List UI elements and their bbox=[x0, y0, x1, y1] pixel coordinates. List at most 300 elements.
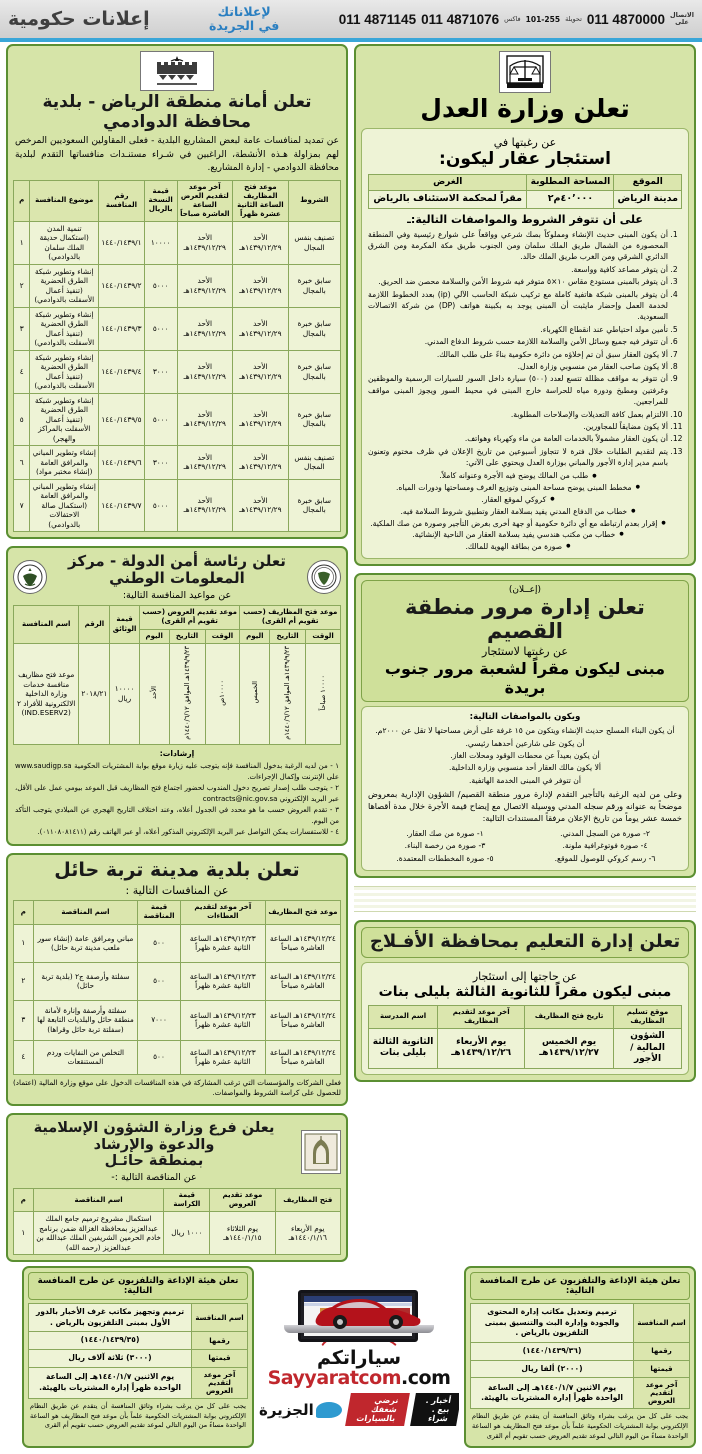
th-tender-value: قيمة المناقصة bbox=[138, 901, 181, 924]
cell-tender-number: ١٤٤٠/١٤٣٩/٤ bbox=[99, 350, 145, 393]
list-item: ● كروكي لموقع العقار. bbox=[368, 494, 668, 506]
cell-tender-subject: تنمية المدن (استكمال حديقة الملك سلمان بالدوادمي) bbox=[30, 221, 99, 264]
th-tender-number: رقمها bbox=[634, 1343, 690, 1361]
th-number: الرقم bbox=[79, 606, 110, 643]
banner-logo-latin bbox=[268, 1367, 451, 1389]
cell-tender-subject: إنشاء وتطوير شبكة الطرق الحضرية (تنفيذ أعمال الأسفلت بالدوادمي) bbox=[30, 307, 99, 350]
cell-bid-deadline: ١٤٣٩/١٢/٢٣هـ الساعة الثانية عشرة ظهراً bbox=[180, 924, 265, 962]
cell-tender-name: سفلتة وأرصفة وإنارة لأمانة منطقة حائل والبلديات التابعة لها (سفلتة تربة حائل وقراها) bbox=[33, 1000, 138, 1040]
aflaj-sub-1: عن حاجتها إلى استئجار bbox=[472, 970, 578, 984]
cell-tender-subject: إنشاء وتطوير شبكة الطرق الحضرية (تنفيذ أعمال الأسفلت بالمراكز والهجر) bbox=[30, 393, 99, 445]
column-right bbox=[354, 44, 696, 1262]
cell-tender-number: (١٤٤٠/١٤٣٩/٣٥) bbox=[29, 1332, 192, 1350]
cell-index: ٤ bbox=[14, 350, 30, 393]
cell-copy-value: ٥٠٠٠ bbox=[144, 393, 177, 445]
table-row bbox=[14, 924, 341, 962]
th-offer-submission: موعد تقديم العروض bbox=[210, 1189, 275, 1212]
cell-envelope-opening: ١٤٣٩/١٢/٢٤هـ الساعة العاشرة صباحاً bbox=[265, 924, 340, 962]
table-row bbox=[471, 1378, 690, 1409]
list-item: أن يكون بعيداً عن محطات الوقود ومحلات الغاز. bbox=[450, 751, 600, 761]
th-documents-value: قيمة الوثائق bbox=[110, 606, 139, 643]
cell-booklet-value: ١٠٠٠ ريال bbox=[164, 1212, 210, 1255]
cell-tender-subject: إنشاء وتطوير شبكة الطرق الحضرية (تنفيذ أعمال الأسفلت بالدوادمي) bbox=[30, 350, 99, 393]
justice-body bbox=[361, 128, 689, 559]
cell-tender-number: (١٤٤٠/١٤٣٩/٣٦) bbox=[471, 1343, 634, 1361]
cell-offer-deadline: الأحد ١٤٣٩/١٢/٢٩هـ bbox=[177, 393, 233, 445]
cell-delivery-location: الشؤون المالية / الأجور bbox=[614, 1028, 682, 1068]
page-title-justice: تعلن وزارة العدل bbox=[420, 94, 630, 123]
tv-left-table bbox=[470, 1303, 690, 1409]
list-item: ● صورة من بطاقة الهوية للمالك. bbox=[368, 541, 668, 553]
th-tender-name: اسم المنافسة bbox=[14, 606, 79, 643]
list-item: 1. أن يكون المبنى حديث الإنشاء ومملوكاً بصك شرعي وواقعاً على شوارع رئيسية وفي المنطقة المحصورة من الشمال طريق الملك سلمان ومن الجنوب طريق مكة المكرمة ومن الشرق الدائري الشرقي ومن الغرب طريق الملك خالد. bbox=[368, 229, 668, 263]
cell-location: مدينة الرياض bbox=[614, 191, 682, 208]
list-item: ٢- صورة من السجل المدني. bbox=[560, 828, 650, 838]
list-item: ألا يكون مالك العقار أحد منسوبي وزارة الداخلية. bbox=[448, 763, 602, 773]
list-item: ١- صورة من صك العقار. bbox=[406, 828, 484, 838]
state-security-header bbox=[13, 553, 341, 601]
note-item: ٣ - تقدم العروض حسب ما هو محدد في الجدول أعلاه، وعند اختلاف التاريخ الهجري عن الميلادي يتوجب التأكد من اليوم. bbox=[15, 806, 339, 825]
phone-number-2: 011 4871076 bbox=[421, 11, 500, 27]
cell-number: ٢٠١٨/٢١ bbox=[79, 643, 110, 744]
cell-open-day: الخميس bbox=[240, 643, 270, 744]
cell-conditions: سابق خبرة بالمجال bbox=[288, 350, 340, 393]
table-header-row bbox=[14, 180, 341, 221]
cell-offer-deadline: الأحد ١٤٣٩/١٢/٢٩هـ bbox=[177, 446, 233, 479]
cell-tender-name: ترميم وتجهيز مكاتب غرف الأخبار بالدور الأول بمبنى التلفزيون بالرياض . bbox=[29, 1304, 192, 1332]
th-open-day: اليوم bbox=[240, 629, 270, 643]
table-row bbox=[369, 191, 682, 208]
ad-aflaj-education-department bbox=[354, 920, 696, 1081]
notes-title: إرشادات: bbox=[159, 748, 195, 758]
th-index: م bbox=[14, 901, 34, 924]
cell-tender-subject: إنشاء وتطوير شبكة الطرق الحضرية (تنفيذ أعمال الأسفلت بالدوادمي) bbox=[30, 264, 99, 307]
table-row bbox=[14, 393, 341, 445]
list-item: أن يكون البناء المسلح حديث الإنشاء ويتكون من ١٥ غرفة على أرض مساحتها لا تقل عن ٢٠٠٠م. bbox=[375, 726, 675, 736]
cell-index: ١ bbox=[14, 221, 30, 264]
cell-submission-deadline: يوم الأربعاء ١٤٣٩/١٢/٢٦هـ bbox=[438, 1028, 525, 1068]
cell-offer-deadline: الأحد ١٤٣٩/١٢/٢٩هـ bbox=[177, 264, 233, 307]
phone-number-3: 011 4871145 bbox=[338, 11, 417, 27]
ad-turbat-hail-municipality bbox=[6, 853, 348, 1106]
cell-index: ١ bbox=[14, 924, 34, 962]
table-row bbox=[14, 221, 341, 264]
fax-label: فاكس bbox=[504, 14, 521, 23]
state-security-notes bbox=[13, 745, 341, 838]
table-row bbox=[471, 1360, 690, 1378]
cell-index: ٣ bbox=[14, 1000, 34, 1040]
state-security-tender-table bbox=[13, 605, 341, 744]
cell-index: ٢ bbox=[14, 264, 30, 307]
cell-envelope-opening: يوم الأربعاء ١٤٤٠/١/١٦هـ bbox=[275, 1212, 340, 1255]
contact-phones bbox=[339, 12, 694, 27]
table-header-row bbox=[14, 901, 341, 924]
cell-conditions: تصنيف بنفس المجال bbox=[288, 446, 340, 479]
table-row bbox=[29, 1350, 248, 1368]
cell-index: ١ bbox=[14, 1212, 34, 1255]
cell-opening-date: يوم الخميس ١٤٣٩/١٢/٢٧هـ bbox=[525, 1028, 614, 1068]
cell-copy-value: ١٠٠٠٠ bbox=[144, 221, 177, 264]
list-item: أن تتوفر في المبنى الخدمة الهاتفية. bbox=[468, 775, 581, 785]
cell-envelope-opening: الأحد ١٤٣٩/١٢/٢٩هـ bbox=[233, 446, 289, 479]
publisher-name: الجزيرة bbox=[259, 1400, 314, 1419]
th-offer-deadline: آخر موعد لتقديم العرض الساعة العاشرة صباحاً bbox=[177, 180, 233, 221]
qassim-specs-list bbox=[368, 725, 682, 786]
cell-index: ٣ bbox=[14, 307, 30, 350]
cell-bid-deadline: ١٤٣٩/١٢/٢٣هـ الساعة الثانية عشرة ظهراً bbox=[180, 1000, 265, 1040]
list-item: 9. أن تتوفر به مواقف مظللة تتسع لعدد (٥٠٠) سيارة داخل السور للسيارات الرسمية والموظفين وغرفتين ومطبخ ودورة مياه للحراسة خارج المبنى في محيط السور ويجوز المبنى مواقف للمراجعين. bbox=[368, 373, 668, 407]
tv-left-footer: يجب على كل من يرغب بشراء وثائق المنافسة أن يتقدم عن طريق النظام الإلكتروني بوابة المشتريات الحكومية علماً بأن موعد فتح المظاريف هو الساعة الواحدة مساءً من اليوم التالي لموعد تقديم العروض حسب تقويم أم القرى bbox=[472, 1412, 688, 1441]
cell-envelope-opening: الأحد ١٤٣٩/١٢/٢٩هـ bbox=[233, 350, 289, 393]
th-submit-date: التاريخ bbox=[169, 629, 205, 643]
table-row bbox=[14, 962, 341, 1000]
list-item: ٥- صورة المخططات المعتمدة. bbox=[396, 853, 494, 863]
ad-islamic-affairs-hail bbox=[6, 1113, 348, 1262]
extension-value: 101-255 bbox=[525, 14, 561, 24]
th-conditions: الشروط bbox=[288, 180, 340, 221]
list-item: ● مخطط المبنى يوضح مساحة المبنى وتوزيع الغرف ومساحتها ودورات المياه. bbox=[368, 482, 668, 494]
ad-dawadmi-municipality bbox=[6, 44, 348, 539]
list-item: 3. أن يتوفر بالمبنى مستودع مقاس ١٠×٥ متوفر فيه شروط الأمن والسلامة محصن ضد الحريق. bbox=[368, 276, 668, 287]
qassim-body-text: وعلى من لديه الرغبة بالتأجير التقدم لإدارة مرور منطقة القصيم/ الشؤون الإدارية بمعروض موضحاً به عنوانه ورقم سجله المدني ووسيلة الاتصال مع إيضاح قيمة الأجرة خلال مدة أقصاها خمسة عشر يوماً من تاريخ الإعلان مرفقاً المستندات التالية: bbox=[368, 789, 682, 823]
cell-conditions: سابق خبرة بالمجال bbox=[288, 393, 340, 445]
table-header-row bbox=[14, 1189, 341, 1212]
th-envelope-opening: فتح المظاريف bbox=[275, 1189, 340, 1212]
islamic-affairs-sub: عن المناقصة التالية :- bbox=[111, 1172, 197, 1184]
cell-tender-number: ١٤٤٠/١٤٣٩/٣ bbox=[99, 307, 145, 350]
cell-conditions: سابق خبرة بالمجال bbox=[288, 307, 340, 350]
cell-tender-number: ١٤٤٠/١٤٣٩/٥ bbox=[99, 393, 145, 445]
contact-label bbox=[670, 12, 694, 26]
contact-label-top: الاتصال bbox=[670, 11, 694, 20]
th-submit-day: اليوم bbox=[139, 629, 169, 643]
state-security-sub: عن مواعيد المنافسة التالية: bbox=[122, 589, 232, 601]
list-item: ● طلب من المالك يوضح فيه الأجرة وعنوانه كاملاً. bbox=[368, 470, 668, 482]
list-item: 12. أن يكون العقار مشمولاً بالخدمات العامة من ماء وكهرباء وهواتف. bbox=[368, 433, 668, 444]
table-row bbox=[14, 643, 341, 744]
list-item: ● إقرار بعدم ارتباطه مع أي دائرة حكومية أو جهة أخرى بغرض التأجير وصورة من صك الملكية. bbox=[368, 518, 668, 530]
justice-conditions-title: على أن تتوفر الشروط والمواصفات التالية:ـ bbox=[407, 212, 643, 226]
table-header-row bbox=[14, 606, 341, 629]
ad-ministry-of-justice bbox=[354, 44, 696, 566]
cell-school-name: الثانوية الثالثة بليلى بنات bbox=[369, 1028, 438, 1068]
table-row bbox=[14, 1040, 341, 1074]
ad-state-security-presidency bbox=[6, 546, 348, 846]
th-bid-deadline: آخر موعد لتقديم العطاءات bbox=[180, 901, 265, 924]
table-row bbox=[29, 1332, 248, 1350]
th-area: المساحة المطلوبة bbox=[527, 174, 614, 191]
cell-copy-value: ٣٠٠٠ bbox=[144, 446, 177, 479]
list-item: ٦- رسم كروكي للوصول للموقع. bbox=[554, 853, 656, 863]
qassim-specs-title: ويكون بالمواصفات التالية: bbox=[469, 712, 581, 723]
table-row bbox=[14, 446, 341, 479]
extension-label: تحويلة bbox=[565, 14, 582, 23]
qassim-sub-1: عن رغبتها لاستئجار bbox=[482, 645, 568, 659]
cell-area: ٤٠٬٠٠٠م٢ bbox=[527, 191, 614, 208]
bottom-strip bbox=[0, 1266, 702, 1454]
cell-offer-deadline: الأحد ١٤٣٩/١٢/٢٩هـ bbox=[177, 350, 233, 393]
cell-offer-submission: يوم الثلاثاء ١٤٤٠/١/١٥هـ bbox=[210, 1212, 275, 1255]
table-row bbox=[29, 1367, 248, 1398]
banner-logo-arabic: سياراتكم bbox=[316, 1347, 402, 1370]
banner-tagline-black: أخبار . بيع . شراء bbox=[410, 1393, 459, 1426]
banner-content bbox=[259, 1288, 459, 1426]
note-item: ٤ - للاستفسارات يمكن التواصل عبر البريد الإلكتروني المذكور أعلاه، أو عبر الهاتف رقم (٠١١٠٨٠٨١٤١١). bbox=[37, 828, 339, 837]
list-item: 8. ألا يكون صاحب العقار من منسوبي وزارة العدل. bbox=[368, 361, 668, 372]
cell-tender-name: سفلتة وأرصفة ج٢ (بلدية تربة حائل) bbox=[33, 962, 138, 1000]
ministry-of-justice-emblem bbox=[499, 51, 551, 93]
th-school-name: اسم المدرسة bbox=[369, 1005, 438, 1028]
justice-requirements-table bbox=[368, 174, 682, 209]
list-item: 11. ألا يكون مضايقاً للمجاورين. bbox=[368, 421, 668, 432]
cell-index: ٤ bbox=[14, 1040, 34, 1074]
cell-offer-deadline: الأحد ١٤٣٩/١٢/٢٩هـ bbox=[177, 307, 233, 350]
cell-purpose: مقراً لمحكمة الاستئناف بالرياض bbox=[369, 191, 527, 208]
banner-logo-name: Sayyaratcom bbox=[267, 1367, 402, 1390]
th-tender-value: قيمتها bbox=[634, 1360, 690, 1378]
islamic-affairs-header bbox=[13, 1120, 341, 1184]
table-row bbox=[14, 350, 341, 393]
turbat-hail-footer: فعلى الشركات والمؤسسات التي ترغب المشاركة في هذه المنافسات الدخول على موقع وزارة المالية (اعتماد) للحصول على كراسة الشروط والمواصفات. bbox=[13, 1077, 341, 1098]
publisher-logo bbox=[259, 1401, 342, 1419]
cell-index: ٢ bbox=[14, 962, 34, 1000]
qassim-kicker: (إعــلان) bbox=[508, 584, 542, 595]
cell-envelope-opening: ١٤٣٩/١٢/٢٤هـ الساعة العاشرة صباحاً bbox=[265, 1000, 340, 1040]
qassim-body bbox=[361, 706, 689, 871]
table-row bbox=[471, 1343, 690, 1361]
aflaj-title-box bbox=[361, 927, 689, 958]
list-item: ٣- صورة من رخصة البناء. bbox=[404, 841, 486, 851]
content-columns bbox=[0, 38, 702, 1266]
th-location: الموقع bbox=[614, 174, 682, 191]
cell-tender-value: (٢٠٠٠) ألفا ريال bbox=[471, 1360, 634, 1378]
cell-tender-value: ٥٠٠ bbox=[138, 924, 181, 962]
list-item: 7. ألا يكون العقار سبق أن تم إخلاؤه من دائرة حكومية بناءً على طلب المالك. bbox=[368, 349, 668, 360]
cell-tender-number: ١٤٤٠/١٤٣٩/٢ bbox=[99, 264, 145, 307]
list-item: 10. الالتزام بعمل كافة التعديلات والإصلاحات المطلوبة. bbox=[368, 409, 668, 420]
justice-conditions-list bbox=[368, 229, 682, 469]
page-title-dawadmi: تعلن أمانة منطقة الرياض - بلدية محافظة الدوادمي bbox=[42, 92, 312, 132]
th-purpose: الغرض bbox=[369, 174, 527, 191]
cell-index: ٦ bbox=[14, 446, 30, 479]
dawadmi-municipality-emblem bbox=[140, 51, 214, 91]
th-envelope-opening: موعد فتح المظاريف bbox=[265, 901, 340, 924]
banner-taglines bbox=[259, 1393, 459, 1426]
th-submission-deadline: آخر موعد لتقديم المظاريف bbox=[438, 1005, 525, 1028]
table-row bbox=[14, 307, 341, 350]
th-tender-name: اسم المنافسة bbox=[192, 1304, 248, 1332]
cell-copy-value: ٥٠٠٠ bbox=[144, 479, 177, 531]
cell-tender-value: (٣٠٠٠) ثلاثة آلاف ريال bbox=[29, 1350, 192, 1368]
cell-conditions: تصنيف بنفس المجال bbox=[288, 221, 340, 264]
table-row bbox=[369, 1028, 682, 1068]
aflaj-body bbox=[361, 962, 689, 1075]
cell-bid-deadline: ١٤٣٩/١٢/٢٣هـ الساعة الثانية عشرة ظهراً bbox=[180, 1040, 265, 1074]
advertise-line-2: في الجريدة bbox=[209, 18, 280, 33]
th-copy-value: قيمة النسخة بالريال bbox=[144, 180, 177, 221]
cell-open-time: ١٠٠٠٠ صباحاً bbox=[306, 643, 341, 744]
cell-open-date: ١٤٣٩/٩/٢٣هـ الموافق ١٤٤٠/٦/١٢م bbox=[270, 643, 306, 744]
cell-offer-deadline: الأحد ١٤٣٩/١٢/٢٩هـ bbox=[177, 479, 233, 531]
cell-offer-deadline: يوم الاثنين ١٤٤٠/١/٧هـ إلى الساعة الواحدة ظهراً إدارة المشتريات بالهيئة. bbox=[29, 1367, 192, 1398]
note-item: ٢ - يتوجب طلب إصدار تصريح دخول المندوب لحضور اجتماع فتح المظاريف قبل الموعد بيومي عمل على الأقل، عبر البريد الإلكتروني contracts@nic.gov.sa bbox=[15, 784, 339, 803]
table-row bbox=[14, 1000, 341, 1040]
page-title-aflaj: تعلن إدارة التعليم بمحافظة الأفـلاج bbox=[369, 931, 681, 953]
turbat-hail-sub: عن المنافسات التالية : bbox=[125, 883, 229, 897]
cell-tender-value: ٥٠٠ bbox=[138, 1040, 181, 1074]
turbat-hail-tender-table bbox=[13, 900, 341, 1074]
page-title-islamic-affairs-line1: يعلن فرع وزارة الشؤون الإسلامية والدعوة والإرشاد bbox=[33, 1120, 275, 1153]
th-tender-number: رقمها bbox=[192, 1332, 248, 1350]
th-booklet-value: قيمة الكراسة bbox=[164, 1189, 210, 1212]
cell-tender-number: ١٤٤٠/١٤٣٩/٦ bbox=[99, 446, 145, 479]
tv-right-footer: يجب على كل من يرغب بشراء وثائق المنافسة أن يتقدم عن طريق النظام الإلكتروني بوابة المشتريات الحكومية علماً بأن موعد فتح المظاريف هو الساعة الواحدة مساءً من اليوم التالي لموعد تقديم العروض حسب تقويم أم القرى bbox=[30, 1401, 246, 1430]
th-index: م bbox=[14, 180, 30, 221]
justice-documents-list bbox=[368, 470, 682, 552]
th-open-date: التاريخ bbox=[270, 629, 306, 643]
phone-number-main: 011 4870000 bbox=[586, 11, 665, 27]
cell-index: ٧ bbox=[14, 479, 30, 531]
cell-offer-deadline: الأحد ١٤٣٩/١٢/٢٩هـ bbox=[177, 221, 233, 264]
th-tender-name: اسم المناقصة bbox=[33, 1189, 164, 1212]
list-item: ● خطاب من الدفاع المدني يفيد بسلامة العقار وتطبيق شروط السلامة فيه. bbox=[368, 506, 668, 518]
ad-radio-tv-left bbox=[464, 1266, 696, 1448]
ad-radio-tv-right bbox=[22, 1266, 254, 1448]
list-item: أن يكون على شارعين أحدهما رئيسي. bbox=[465, 738, 585, 748]
laptop-illustration bbox=[284, 1290, 434, 1333]
th-delivery-location: موقع تسليم المظاريف bbox=[614, 1005, 682, 1028]
red-car-illustration bbox=[312, 1293, 424, 1329]
qassim-docs-right bbox=[368, 828, 522, 866]
cell-tender-name: ترميم وتعديل مكاتب إدارة المحتوى والجودة وإدارة البث والتنسيق بمبنى التلفزيون بالرياض . bbox=[471, 1304, 634, 1343]
list-item: 5. تأمين مولد احتياطي عند انقطاع الكهرباء. bbox=[368, 324, 668, 335]
list-item: 4. أن يتوفر بالمبنى شبكة هاتفية كاملة مع تركيب شبكة الحاسب الآلي (ip) بعدد الخطوط اللازمة لخدمة العمل وإحضار مايثبت أن المبنى يوجد به بكبينة هواتف (DP) من شركة الاتصالات السعودية. bbox=[368, 289, 668, 323]
cell-index: ٥ bbox=[14, 393, 30, 445]
note-item: ١ - من لديه الرغبة بدخول المنافسة فإنه يتوجب عليه زيارة موقع بوابة المشتريات الحكومية www.saudigp.sa على الإنترنت وإكمال الإجراءات. bbox=[15, 762, 339, 781]
cell-envelope-opening: الأحد ١٤٣٩/١٢/٢٩هـ bbox=[233, 264, 289, 307]
qassim-docs-left bbox=[528, 828, 682, 866]
national-information-center-emblem bbox=[307, 560, 341, 594]
cell-tender-subject: إنشاء وتطوير المباني والمرافق العامة (استكمال صالة الاحتفالات بالدوادمي) bbox=[30, 479, 99, 531]
justice-sub-2: استئجار عقار ليكون: bbox=[439, 149, 611, 170]
page-title-qassim: تعلن إدارة مرور منطقة القصيم bbox=[405, 594, 645, 643]
tv-left-header: تعلن هيئة الإذاعة والتلفزيون عن طرح المنافسة التالية: bbox=[470, 1272, 690, 1300]
cell-envelope-opening: الأحد ١٤٣٩/١٢/٢٩هـ bbox=[233, 221, 289, 264]
list-item: 2. أن يتوفر مصاعد كافية وواسعة. bbox=[368, 264, 668, 275]
table-header-row bbox=[369, 174, 682, 191]
cell-copy-value: ٣٠٠٠ bbox=[144, 350, 177, 393]
list-item: ● خطاب من مكتب هندسي يفيد بسلامة العقار من الناحية الإنشائية. bbox=[368, 529, 668, 541]
advertise-with-us bbox=[209, 5, 279, 34]
th-opening-date: تاريخ فتح المظاريف bbox=[525, 1005, 614, 1028]
cell-offer-deadline: يوم الاثنين ١٤٤٠/١/٧هـ إلى الساعة الواحدة ظهراً إدارة المشتريات بالهيئة. bbox=[471, 1378, 634, 1409]
page-title-islamic-affairs-line2: بمنطقة حائـل bbox=[104, 1153, 204, 1170]
aflaj-sub-2: مبنى ليكون مقراً للثانوية الثالثة بليلى بنات bbox=[378, 983, 672, 1000]
tv-right-header: تعلن هيئة الإذاعة والتلفزيون عن طرح المنافسة التالية: bbox=[28, 1272, 248, 1300]
cell-tender-subject: إنشاء وتطوير المباني والمرافق العامة (إنشاء مختبر مواد) bbox=[30, 446, 99, 479]
th-submit-time: الوقت bbox=[205, 629, 240, 643]
page-title-state-security: تعلن رئاسة أمن الدولة - مركز المعلومات الوطني bbox=[68, 552, 286, 588]
cell-envelope-opening: ١٤٣٩/١٢/٢٤هـ الساعة العاشرة صباحاً bbox=[265, 962, 340, 1000]
cell-tender-number: ١٤٤٠/١٤٣٩/٧ bbox=[99, 479, 145, 531]
cell-submit-day: الأحد bbox=[139, 643, 169, 744]
th-index: م bbox=[14, 1189, 34, 1212]
cell-envelope-opening: الأحد ١٤٣٩/١٢/٢٩هـ bbox=[233, 307, 289, 350]
state-security-presidency-emblem bbox=[13, 560, 47, 594]
qassim-title-box bbox=[361, 580, 689, 702]
th-tender-number: رقم المنافسة bbox=[99, 180, 145, 221]
th-tender-subject: موضوع المنافسة bbox=[30, 180, 99, 221]
cell-tender-value: ٥٠٠ bbox=[138, 962, 181, 1000]
cell-conditions: سابق خبرة بالمجال bbox=[288, 264, 340, 307]
table-row bbox=[14, 264, 341, 307]
islamic-affairs-mosque-emblem bbox=[301, 1130, 341, 1174]
table-row bbox=[14, 479, 341, 531]
th-tender-value: قيمتها bbox=[192, 1350, 248, 1368]
aljazirah-fish-icon bbox=[316, 1402, 342, 1418]
list-item: 6. أن تتوفر فيه جميع وسائل الأمن والسلامة اللازمة حسب شروط الدفاع المدني. bbox=[368, 336, 668, 347]
table-row bbox=[14, 1212, 341, 1255]
banner-tagline-red: نرضي شغفك بالسيارات bbox=[345, 1393, 410, 1426]
th-offer-deadline: آخر موعد لتقديم العروض bbox=[192, 1367, 248, 1398]
page-masthead bbox=[0, 0, 702, 38]
th-group-offer-submission: موعد تقديم العروض (حسب تقويم أم القرى) bbox=[139, 606, 240, 629]
banner-logo-tld: .com bbox=[401, 1367, 451, 1390]
cell-tender-name: موعد فتح مظاريف منافسة خدمات وزارة الداخلية الالكترونية للأفراد ٢ (IND.ESERV2) bbox=[14, 643, 79, 744]
th-offer-deadline: آخر موعد لتقديم العروض bbox=[634, 1378, 690, 1409]
decorative-rule-separator bbox=[354, 886, 696, 912]
dawadmi-tender-table bbox=[13, 180, 341, 532]
cell-documents-value: ١٠٠٠٠ ريال bbox=[110, 643, 139, 744]
cell-tender-name: مباني ومرافق عامة (إنشاء سور ملعب مدينة تربة حائل) bbox=[33, 924, 138, 962]
cell-envelope-opening: الأحد ١٤٣٩/١٢/٢٩هـ bbox=[233, 393, 289, 445]
qassim-sub-2: مبنى ليكون مقراً لشعبة مرور جنوب بريدة bbox=[384, 658, 666, 698]
justice-sub-1: عن رغبتها في bbox=[493, 135, 557, 149]
th-tender-name: اسم المناقصة bbox=[33, 901, 138, 924]
ad-banner-sayyaratcom[interactable] bbox=[259, 1266, 459, 1448]
list-item: 13. يتم لتقديم الطلبات خلال فترة لا تتجاوز أسبوعين من تاريخ الإعلان في ظرف مختوم وتعنون باسم مدير إدارة الأجور والمباني بوزارة العدل ويحتوي على الآتي: bbox=[368, 446, 668, 469]
cell-copy-value: ٥٠٠٠ bbox=[144, 307, 177, 350]
cell-submit-date: ١٤٣٩/٩/٢٣هـ الموافق ١٤٤٠/٦/١٢م bbox=[169, 643, 205, 744]
th-envelope-opening: موعد فتح المظاريف الساعة الثانية عشرة ظهراً bbox=[233, 180, 289, 221]
cell-envelope-opening: ١٤٣٩/١٢/٢٤هـ الساعة العاشرة صباحاً bbox=[265, 1040, 340, 1074]
cell-copy-value: ٥٠٠٠ bbox=[144, 264, 177, 307]
contact-label-bottom: على bbox=[675, 18, 689, 26]
table-header-row bbox=[369, 1005, 682, 1028]
th-group-envelope-opening: موعد فتح المظاريف (حسب تقويم أم القرى) bbox=[240, 606, 341, 629]
cell-envelope-opening: الأحد ١٤٣٩/١٢/٢٩هـ bbox=[233, 479, 289, 531]
cell-bid-deadline: ١٤٣٩/١٢/٢٣هـ الساعة الثانية عشرة ظهراً bbox=[180, 962, 265, 1000]
column-left bbox=[6, 44, 348, 1262]
page-title-turbat-hail: تعلن بلدية مدينة تربة حائل bbox=[54, 858, 300, 881]
th-tender-name: اسم المنافسة bbox=[634, 1304, 690, 1343]
section-title-government-ads: إعلانات حكومية bbox=[8, 8, 150, 30]
cell-submit-time: ١٠٠٠٠ص bbox=[205, 643, 240, 744]
list-item: ٤- صورة فوتوغرافية ملونة. bbox=[562, 841, 648, 851]
advertise-line-1: لإعلاناتك bbox=[217, 3, 271, 19]
table-row bbox=[29, 1304, 248, 1332]
cell-tender-name: التخلص من النفايات وردم المستنقعات bbox=[33, 1040, 138, 1074]
ad-qassim-traffic-department bbox=[354, 573, 696, 879]
dawadmi-body-text: عن تمديد لمنافسات عامة لبعض المشاريع البلدية - فعلى المقاولين السعوديين المرخص لهم بمزاولة هـذه الأنشطة، الراغبين في شـراء مستنـدات منافساتها التقدم لبلدية محافظة الدوادمي - إدارة المشاريع. bbox=[15, 136, 339, 174]
th-open-time: الوقت bbox=[306, 629, 341, 643]
islamic-affairs-tender-table bbox=[13, 1188, 341, 1255]
cell-conditions: سابق خبرة بالمجال bbox=[288, 479, 340, 531]
cell-tender-number: ١٤٤٠/١٤٣٩/١ bbox=[99, 221, 145, 264]
cell-tender-value: ٧٠٠٠ bbox=[138, 1000, 181, 1040]
table-row bbox=[471, 1304, 690, 1343]
aflaj-tender-table bbox=[368, 1005, 682, 1069]
